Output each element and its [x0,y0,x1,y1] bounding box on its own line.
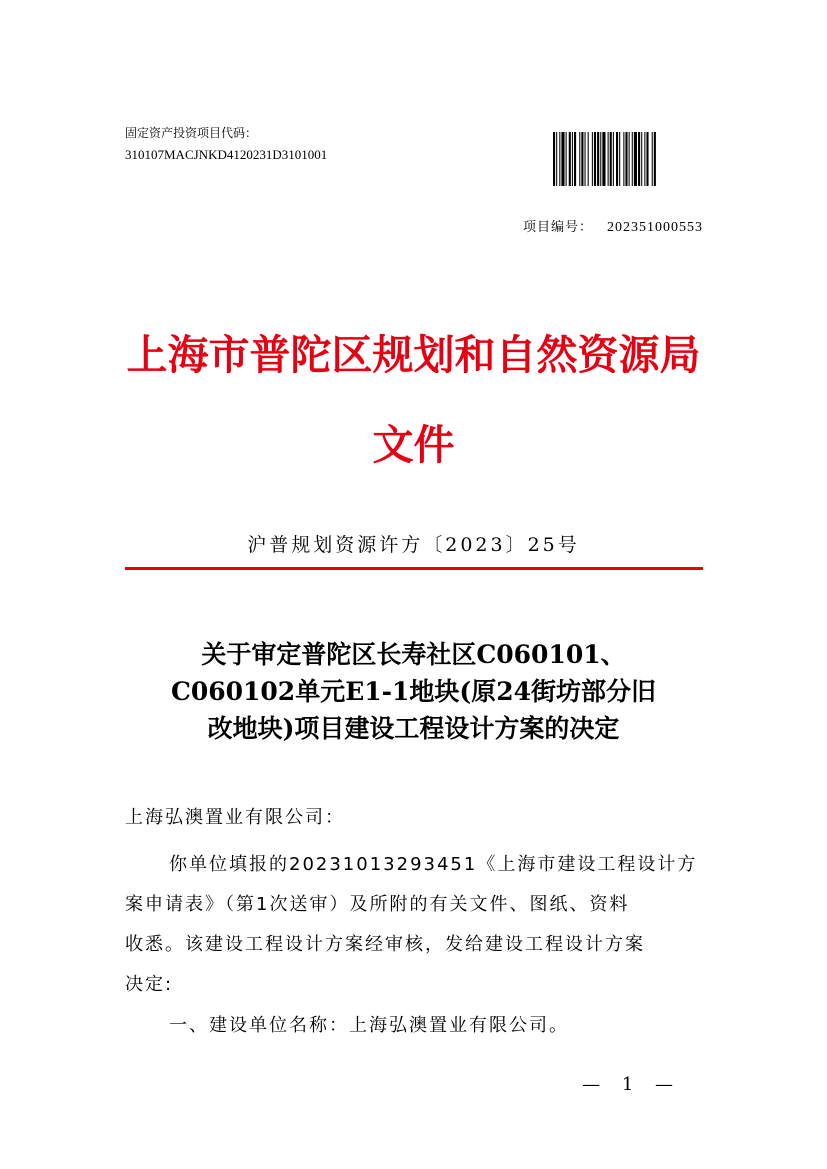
project-number-value: 202351000553 [607,220,703,235]
barcode-bar [569,132,571,186]
barcode-bar [641,132,642,186]
barcode-bar [597,132,599,186]
barcode-bar [559,132,560,186]
barcode-bar [632,132,633,186]
page-number: — 1 — [582,1074,681,1095]
barcode-bar [625,132,627,186]
barcode-bar [616,132,618,186]
barcode-bar [634,132,637,186]
barcode-bar [608,132,609,186]
barcode-bar [588,132,589,186]
issuing-organization: 上海市普陀区规划和自然资源局 [126,331,701,379]
barcode-bar [594,132,596,186]
title-line: 改地块)项目建设工程设计方案的决定 [207,714,620,743]
barcode-bar [572,132,573,186]
document-title [110,636,717,747]
barcode-bar [644,132,645,186]
barcode-bar [652,132,653,186]
barcode-bar [581,132,583,186]
red-divider [125,567,703,570]
title-line: C060102单元E1-1地块(原24街坊部分旧 [170,677,657,706]
barcode-bar [623,132,624,186]
barcode-bar [553,132,555,186]
barcode-bar [579,132,580,186]
document-word: 文件 [372,421,455,469]
barcode-bar [638,132,640,186]
project-number [523,216,703,236]
document-number: 沪普规划资源许方〔2023〕25号 [247,534,580,556]
barcode-bar [561,132,564,186]
paragraph-line: 你单位填报的20231013293451《上海市建设工程设计方 [169,854,698,875]
investment-code-value: 310107MACJNKD4120231D3101001 [125,147,328,162]
barcode-bar [592,132,593,186]
title-line: 关于审定普陀区长寿社区C060101、 [201,640,626,669]
barcode-bar [629,132,630,186]
barcode-bar [619,132,620,186]
body-paragraph [125,845,705,1005]
barcode-image [553,132,691,186]
barcode-bar [556,132,557,186]
paragraph-line: 案申请表》（第1次送审）及所附的有关文件、图纸、资料 [125,894,630,915]
addressee: 上海弘澳置业有限公司： [125,807,345,828]
barcode-bar [602,132,605,186]
barcode-bar [610,132,612,186]
investment-code-label: 固定资产投资项目代码： [125,126,258,140]
paragraph-line: 决定: [125,974,174,995]
barcode-bar [574,132,576,186]
barcode-bar [654,132,656,186]
project-number-label: 项目编号： [522,220,593,235]
barcode-bar [613,132,614,186]
barcode-bar [600,132,601,186]
list-item-1: 一、建设单位名称：上海弘澳置业有限公司。 [169,1015,569,1036]
paragraph-line: 收悉。该建设工程设计方案经审核，发给建设工程设计方案 [125,934,645,955]
barcode-bar [646,132,648,186]
barcode-bar [566,132,567,186]
barcode-bar [585,132,586,186]
